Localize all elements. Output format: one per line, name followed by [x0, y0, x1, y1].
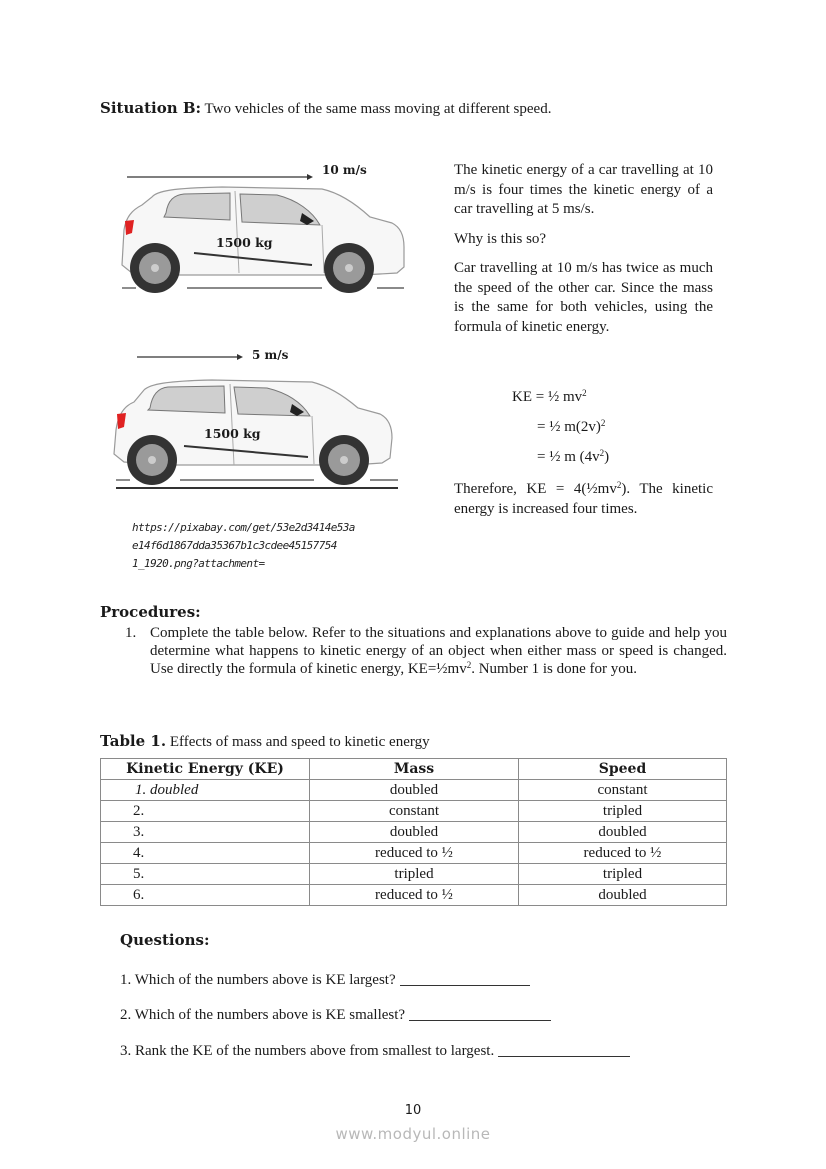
- cell-speed: reduced to ½: [519, 843, 727, 864]
- cell-mass: doubled: [310, 822, 519, 843]
- table-row: [101, 885, 727, 906]
- table-caption: [100, 732, 430, 751]
- cell-mass: reduced to ½: [310, 885, 519, 906]
- page-number: 10: [404, 1103, 422, 1118]
- cell-ke[interactable]: 5.: [101, 864, 310, 885]
- rear-window: [148, 386, 225, 413]
- car-illustration-fast: [112, 155, 412, 305]
- explanation-text: [454, 161, 713, 337]
- speed-arrow-icon: [127, 174, 313, 180]
- procedure-text-part: . Number 1 is done for you.: [471, 661, 638, 677]
- procedure-number: 1.: [125, 625, 137, 641]
- question-3: [120, 1042, 630, 1060]
- cell-ke[interactable]: 6.: [101, 885, 310, 906]
- mass-label-slow: 1500 kg: [204, 426, 261, 441]
- speed-label-fast: 10 m/s: [322, 163, 367, 177]
- watermark: www.modyul.online: [335, 1125, 491, 1143]
- rear-window: [164, 193, 230, 220]
- speed-arrow-icon: [137, 354, 243, 360]
- situation-label: Situation B:: [100, 99, 202, 117]
- header-speed: Speed: [519, 759, 727, 780]
- superscript: 2: [582, 388, 587, 398]
- cell-mass: tripled: [310, 864, 519, 885]
- car-illustration-slow: [112, 340, 412, 495]
- credit-line: 1_1920.png?attachment=: [132, 557, 265, 570]
- formula-line-3: [537, 449, 609, 466]
- car-figure-fast: [112, 155, 412, 305]
- formula-text: ): [604, 449, 610, 465]
- header-ke: Kinetic Energy (KE): [101, 759, 310, 780]
- rear-wheel: [130, 243, 180, 293]
- table-row: [101, 822, 727, 843]
- conclusion-part: ). The kinetic energy is increased four times.: [454, 481, 713, 517]
- questions-heading: Questions:: [120, 931, 210, 949]
- cell-mass: constant: [310, 801, 519, 822]
- mass-label-fast: 1500 kg: [216, 235, 273, 250]
- conclusion-part: Therefore, KE = 4(½mv: [454, 481, 617, 497]
- cell-ke[interactable]: 2.: [101, 801, 310, 822]
- formula-line-1: [512, 389, 587, 406]
- formula-line-2: [537, 419, 605, 436]
- question-2: [120, 1006, 551, 1024]
- situation-text: Two vehicles of the same mass moving at different speed.: [201, 101, 552, 117]
- credit-line: e14f6d1867dda35367b1c3cdee45157754: [132, 539, 337, 552]
- question-1: [120, 971, 530, 989]
- table-row: [101, 864, 727, 885]
- cell-speed: tripled: [519, 801, 727, 822]
- question-text: 3. Rank the KE of the numbers above from smallest to largest.: [120, 1043, 495, 1059]
- image-credit: [132, 519, 382, 573]
- speed-label-slow: 5 m/s: [252, 348, 289, 362]
- situation-heading: [100, 99, 551, 118]
- table-row: [101, 780, 727, 801]
- procedure-text: [150, 624, 727, 678]
- table-caption-text: Effects of mass and speed to kinetic energy: [166, 734, 430, 750]
- superscript: 2: [616, 480, 622, 490]
- header-mass: Mass: [310, 759, 519, 780]
- table-row: [101, 801, 727, 822]
- formula-text: = ½ m (4v: [537, 449, 600, 465]
- table-row: [101, 843, 727, 864]
- answer-blank[interactable]: [400, 971, 530, 986]
- answer-blank[interactable]: [498, 1042, 630, 1057]
- cell-mass: doubled: [310, 780, 519, 801]
- superscript: 2: [599, 448, 605, 458]
- table-header-row: [101, 759, 727, 780]
- conclusion-text: [454, 480, 713, 519]
- formula-text: KE = ½ mv: [512, 389, 583, 405]
- explanation-paragraph-2: Car travelling at 10 m/s has twice as much the speed of the other car. Since the mass is the same for both vehicles, using the formula of kinetic energy.: [454, 260, 713, 335]
- car-figure-slow: [112, 340, 412, 495]
- credit-line: https://pixabay.com/get/53e2d3414e53a: [132, 521, 355, 534]
- ke-table: [100, 758, 727, 906]
- cell-ke[interactable]: 4.: [101, 843, 310, 864]
- answer-blank[interactable]: [409, 1006, 551, 1021]
- explanation-question: Why is this so?: [454, 230, 547, 247]
- cell-mass: reduced to ½: [310, 843, 519, 864]
- procedure-item: [125, 624, 727, 678]
- front-wheel: [319, 435, 369, 485]
- cell-ke[interactable]: 3.: [101, 822, 310, 843]
- formula-text: = ½ m(2v): [537, 419, 601, 435]
- procedures-heading: Procedures:: [100, 603, 201, 621]
- cell-ke: 1. doubled: [101, 780, 310, 801]
- cell-speed: tripled: [519, 864, 727, 885]
- rear-wheel: [127, 435, 177, 485]
- superscript: 2: [466, 660, 472, 670]
- question-text: 1. Which of the numbers above is KE largest?: [120, 972, 396, 988]
- superscript: 2: [600, 418, 606, 428]
- cell-speed: doubled: [519, 822, 727, 843]
- question-text: 2. Which of the numbers above is KE smallest?: [120, 1007, 406, 1023]
- table-caption-label: Table 1.: [100, 732, 167, 750]
- cell-speed: constant: [519, 780, 727, 801]
- procedure-text-part: Complete the table below. Refer to the situations and explanations above to guide and help you determine what happens to kinetic energy of an object when either mass or speed is changed. Use directly the formula of kinetic energy, KE=½mv: [150, 625, 727, 677]
- cell-speed: doubled: [519, 885, 727, 906]
- front-wheel: [324, 243, 374, 293]
- explanation-paragraph-1: The kinetic energy of a car travelling at 10 m/s is four times the kinetic energy of a car travelling at 5 ms/s.: [454, 162, 713, 217]
